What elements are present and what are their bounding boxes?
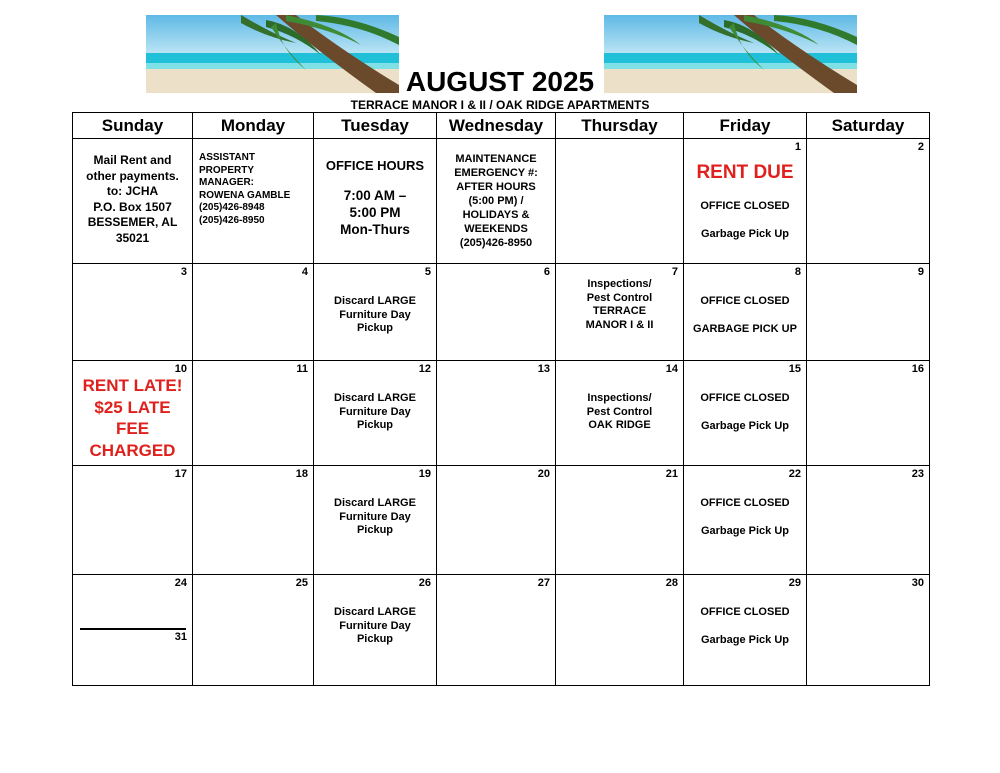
- day-number: 1: [794, 141, 801, 153]
- day-number: 6: [543, 266, 550, 278]
- split-day-divider: [80, 628, 186, 630]
- week-row: [73, 575, 930, 686]
- day-cell: [73, 466, 193, 575]
- day-cell: [807, 361, 930, 466]
- mail-rent-info-cell: [73, 139, 193, 264]
- day-number: 7: [671, 266, 678, 278]
- day-cell: [314, 466, 437, 575]
- day-cell-split: [73, 575, 193, 686]
- calendar-grid: [72, 112, 930, 686]
- day-cell: [684, 466, 807, 575]
- week-row: [73, 139, 930, 264]
- weekday-saturday: Saturday: [807, 113, 930, 139]
- day-cell: [193, 264, 314, 361]
- day-cell: [437, 575, 556, 686]
- day-number: 30: [911, 577, 924, 589]
- week-row: [73, 361, 930, 466]
- day-number: 2: [917, 141, 924, 153]
- weekday-thursday: Thursday: [556, 113, 684, 139]
- day-cell: [437, 466, 556, 575]
- maintenance-emergency-info: MAINTENANCE EMERGENCY #: AFTER HOURS (5:00 PM) / HOLIDAYS & WEEKENDS (205)426-8950: [454, 153, 538, 249]
- day-cell: [556, 575, 684, 686]
- assistant-manager-info: ASSISTANT PROPERTY MANAGER: ROWENA GAMBLE (205)426-8948 (205)426-8950: [199, 152, 291, 226]
- office-closed-note: OFFICE CLOSED: [700, 606, 790, 618]
- day-cell: [193, 575, 314, 686]
- rent-late-alert: RENT LATE! $25 LATE FEE CHARGED: [82, 376, 183, 460]
- rent-due-alert: RENT DUE: [696, 162, 794, 183]
- weekday-sunday: Sunday: [73, 113, 193, 139]
- maintenance-emergency-cell: [437, 139, 556, 264]
- day-number: 10: [174, 363, 187, 375]
- day-cell: [314, 575, 437, 686]
- assistant-manager-cell: [193, 139, 314, 264]
- day-cell: [807, 139, 930, 264]
- day-cell: [684, 139, 807, 264]
- day-cell: [684, 575, 807, 686]
- garbage-pickup-note: GARBAGE PICK UP: [693, 322, 797, 335]
- day-number: 17: [174, 468, 187, 480]
- garbage-pickup-note: Garbage Pick Up: [700, 524, 790, 537]
- day-number: 5: [424, 266, 431, 278]
- day-number: 25: [295, 577, 308, 589]
- day-cell: [556, 466, 684, 575]
- day-number: 24: [174, 577, 187, 589]
- office-closed-note: OFFICE CLOSED: [700, 392, 790, 404]
- day-cell: [314, 361, 437, 466]
- day-cell: [193, 466, 314, 575]
- day-cell: [437, 361, 556, 466]
- furniture-pickup-note: Discard LARGE Furniture Day Pickup: [334, 392, 416, 431]
- office-hours-times: 7:00 AM – 5:00 PM Mon-Thurs: [340, 188, 410, 237]
- furniture-pickup-note: Discard LARGE Furniture Day Pickup: [334, 606, 416, 645]
- day-number: 20: [537, 468, 550, 480]
- day-cell: [684, 264, 807, 361]
- weekday-friday: Friday: [684, 113, 807, 139]
- office-closed-note: OFFICE CLOSED: [700, 200, 790, 212]
- day-number: 13: [537, 363, 550, 375]
- day-cell: [437, 264, 556, 361]
- day-number: 3: [180, 266, 187, 278]
- day-number: 18: [295, 468, 308, 480]
- office-closed-note: OFFICE CLOSED: [700, 497, 790, 509]
- day-number-secondary: 31: [174, 631, 187, 643]
- inspection-note: Inspections/ Pest Control OAK RIDGE: [586, 392, 653, 431]
- garbage-pickup-note: Garbage Pick Up: [700, 633, 790, 646]
- day-number: 26: [418, 577, 431, 589]
- day-number: 11: [296, 363, 308, 375]
- day-cell: [73, 264, 193, 361]
- inspection-note: Inspections/ Pest Control TERRACE MANOR I & II: [585, 278, 654, 331]
- weekday-tuesday: Tuesday: [314, 113, 437, 139]
- weekday-wednesday: Wednesday: [437, 113, 556, 139]
- garbage-pickup-note: Garbage Pick Up: [700, 227, 790, 240]
- garbage-pickup-note: Garbage Pick Up: [700, 419, 790, 432]
- day-number: 23: [911, 468, 924, 480]
- weekday-header-row: [73, 113, 930, 139]
- day-cell: [684, 361, 807, 466]
- day-number: 9: [917, 266, 924, 278]
- calendar-subtitle: TERRACE MANOR I & II / OAK RIDGE APARTMENTS: [350, 98, 650, 112]
- mail-rent-info: Mail Rent and other payments. to: JCHA P.O. Box 1507 BESSEMER, AL 35021: [86, 153, 179, 245]
- day-number: 29: [788, 577, 801, 589]
- day-number: 4: [301, 266, 308, 278]
- day-number: 14: [665, 363, 678, 375]
- day-number: 21: [665, 468, 678, 480]
- day-cell: [807, 466, 930, 575]
- day-cell: [314, 264, 437, 361]
- day-cell-empty: [556, 139, 684, 264]
- day-number: 15: [788, 363, 801, 375]
- week-row: [73, 466, 930, 575]
- day-cell: [193, 361, 314, 466]
- furniture-pickup-note: Discard LARGE Furniture Day Pickup: [334, 295, 416, 334]
- day-number: 28: [665, 577, 678, 589]
- day-number: 19: [418, 468, 431, 480]
- day-cell: [556, 264, 684, 361]
- day-number: 22: [788, 468, 801, 480]
- day-cell: [73, 361, 193, 466]
- day-cell: [807, 575, 930, 686]
- office-hours-heading: OFFICE HOURS: [325, 158, 425, 173]
- day-number: 12: [418, 363, 431, 375]
- furniture-pickup-note: Discard LARGE Furniture Day Pickup: [334, 497, 416, 536]
- weekday-monday: Monday: [193, 113, 314, 139]
- day-number: 27: [537, 577, 550, 589]
- calendar-title: AUGUST 2025: [405, 66, 595, 97]
- office-hours-cell: [314, 139, 437, 264]
- day-cell: [807, 264, 930, 361]
- office-closed-note: OFFICE CLOSED: [700, 295, 790, 307]
- day-cell: [556, 361, 684, 466]
- day-number: 8: [794, 266, 801, 278]
- day-number: 16: [911, 363, 924, 375]
- week-row: [73, 264, 930, 361]
